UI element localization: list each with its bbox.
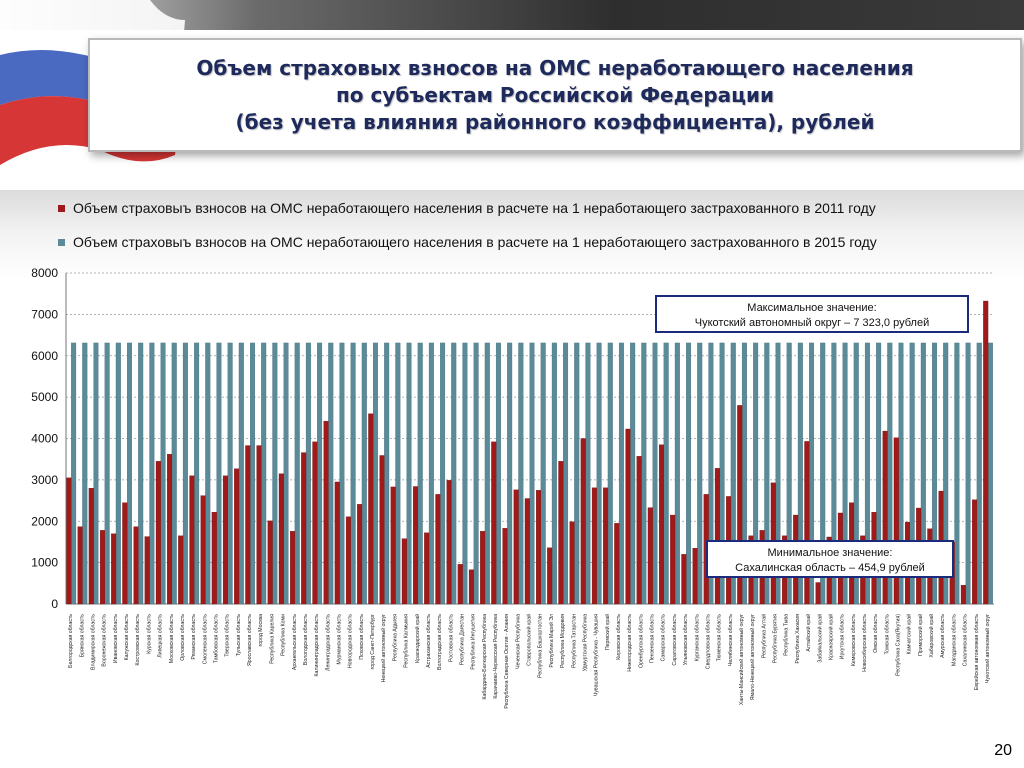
x-category-label: Белгородская область — [68, 614, 75, 668]
x-category-label: Архангельская область — [291, 614, 298, 671]
bar-2015 — [440, 343, 445, 604]
bar-2015 — [597, 343, 602, 604]
bar-2015 — [295, 343, 300, 604]
min-annotation — [706, 540, 954, 578]
bar-2015 — [328, 343, 333, 604]
bar-2011 — [78, 527, 83, 604]
x-category-label: Курская область — [146, 614, 153, 654]
x-category-label: Красноярский край — [828, 614, 835, 660]
y-tick-label: 0 — [51, 597, 58, 611]
x-category-label: Республика Дагестан — [459, 614, 466, 666]
bar-2011 — [245, 446, 250, 604]
bar-2011 — [637, 456, 642, 604]
bar-2011 — [201, 496, 206, 604]
bar-2015 — [362, 343, 367, 604]
x-category-label: Тверская область — [224, 614, 231, 657]
x-category-label: Хабаровский край — [929, 614, 936, 658]
x-category-label: Тюменская область — [716, 614, 723, 662]
x-category-label: Мурманская область — [336, 614, 343, 665]
bar-2015 — [429, 343, 434, 604]
bar-2015 — [351, 343, 356, 604]
bar-2015 — [82, 343, 87, 604]
title-line-3: (без учета влияния районного коэффициента), рублей — [235, 109, 875, 134]
bar-2011 — [816, 582, 821, 604]
x-category-label: Ямало-Ненецкий автономный округ — [750, 614, 757, 701]
bar-2015 — [686, 343, 691, 604]
x-category-label: Новгородская область — [347, 614, 354, 669]
y-tick-label: 6000 — [31, 348, 58, 363]
bar-2011 — [178, 536, 183, 604]
x-category-label: Кемеровская область — [850, 614, 857, 667]
bar-2015 — [228, 343, 233, 604]
x-category-label: Чукотский автономный округ — [984, 614, 991, 684]
bar-2015 — [239, 343, 244, 604]
bar-2015 — [161, 343, 166, 604]
bar-2011 — [257, 446, 262, 604]
x-category-label: Кировская область — [616, 614, 623, 660]
bar-2015 — [261, 343, 266, 604]
bar-2011 — [100, 530, 105, 604]
bar-2015 — [205, 343, 210, 604]
bar-2015 — [630, 343, 635, 604]
x-category-label: Московская область — [168, 614, 175, 664]
bar-2015 — [563, 343, 568, 604]
x-category-label: Томская область — [884, 614, 891, 655]
bar-2015 — [94, 343, 99, 604]
x-category-label: Тамбовская область — [213, 614, 220, 664]
bar-2011 — [67, 478, 72, 604]
bar-2015 — [116, 343, 121, 604]
bar-2011 — [335, 482, 340, 604]
bar-2011 — [436, 494, 441, 604]
x-category-label: Калужская область — [124, 614, 131, 661]
bar-2015 — [619, 343, 624, 604]
legend-label-2011: Объем страховыъ взносов на ОМС неработающего населения в расчете на 1 неработающего застрахованного в 2011 году — [73, 200, 876, 216]
bar-2011 — [961, 585, 966, 604]
bar-2015 — [150, 343, 155, 604]
x-category-label: Вологодская область — [302, 614, 309, 666]
bar-2015 — [664, 343, 669, 604]
bar-2015 — [966, 343, 971, 604]
legend-label-2015: Объем страховыъ взносов на ОМС неработающего населения в расчете на 1 неработающего застрахованного в 2015 году — [73, 234, 877, 250]
x-category-label: Рязанская область — [191, 614, 198, 660]
x-category-label: Омская область — [873, 614, 880, 653]
page-number: 20 — [994, 742, 1012, 759]
bar-2011 — [804, 441, 809, 604]
bar-2011 — [715, 468, 720, 604]
x-category-label: Республика Карелия — [269, 614, 276, 664]
bar-2011 — [324, 421, 329, 604]
bar-2015 — [217, 343, 222, 604]
bar-2011 — [290, 531, 295, 604]
x-category-label: Новосибирская область — [861, 614, 868, 672]
x-category-label: город Москва — [258, 614, 265, 647]
min-annotation-label: Минимальное значение: — [767, 547, 893, 559]
bar-2011 — [670, 515, 675, 604]
x-category-label: Иркутская область — [839, 614, 846, 660]
x-category-label: Владимирская область — [90, 614, 97, 670]
bar-2015 — [641, 343, 646, 604]
bar-2015 — [183, 343, 188, 604]
y-tick-label: 2000 — [31, 514, 58, 529]
x-category-label: Республика Северная Осетия - Алания — [504, 614, 511, 709]
bar-2011 — [614, 523, 619, 604]
bar-2015 — [977, 343, 982, 604]
bar-2015 — [395, 343, 400, 604]
x-category-label: город Санкт-Петербург — [370, 614, 377, 670]
x-category-label: Оренбургская область — [638, 614, 645, 669]
bar-2011 — [223, 476, 228, 604]
x-category-label: Сахалинская область — [962, 614, 969, 667]
bar-2011 — [413, 486, 418, 604]
bar-2015 — [586, 343, 591, 604]
bar-2011 — [402, 539, 407, 604]
bar-2015 — [138, 343, 143, 604]
bar-2011 — [570, 522, 575, 604]
bar-2011 — [424, 533, 429, 604]
max-annotation-value: Чукотский автономный округ – 7 323,0 рублей — [694, 317, 930, 329]
x-category-label: Ивановская область — [112, 614, 119, 664]
bar-2011 — [145, 537, 150, 604]
x-category-label: Волгоградская область — [437, 614, 444, 670]
bar-2011 — [559, 461, 564, 604]
x-category-label: Удмуртская Республика — [582, 614, 589, 672]
x-category-label: Ярославская область — [247, 614, 254, 667]
bar-2015 — [697, 343, 702, 604]
bar-2011 — [983, 301, 988, 604]
x-category-label: Забайкальский край — [817, 614, 824, 663]
x-category-label: Приморский край — [917, 614, 924, 656]
bar-2011 — [458, 564, 463, 604]
x-category-label: Свердловская область — [705, 614, 712, 670]
bar-2015 — [105, 343, 110, 604]
x-category-label: Алтайский край — [806, 614, 813, 652]
bar-2011 — [894, 438, 899, 604]
bar-2011 — [156, 461, 161, 604]
x-category-label: Ульяновская область — [683, 614, 690, 666]
bar-2015 — [284, 343, 289, 604]
x-category-label: Смоленская область — [202, 614, 209, 665]
bar-2015 — [574, 343, 579, 604]
bar-2011 — [581, 439, 586, 605]
x-category-label: Краснодарский край — [414, 614, 421, 663]
x-category-label: Амурская область — [940, 614, 947, 658]
bar-2015 — [384, 343, 389, 604]
x-category-label: Республика Ингушетия — [470, 614, 477, 670]
bar-2015 — [250, 343, 255, 604]
min-annotation-value: Сахалинская область – 454,9 рублей — [735, 562, 925, 574]
bar-2011 — [447, 480, 452, 604]
bar-2011 — [368, 414, 373, 604]
x-category-label: Республика Коми — [280, 614, 287, 656]
bar-2011 — [279, 474, 284, 604]
x-category-label: Кабардино-Балкарская Республика — [481, 614, 488, 700]
x-category-label: Калининградская область — [314, 614, 321, 677]
bar-2011 — [122, 503, 127, 604]
x-category-label: Республика Татарстан — [571, 614, 578, 668]
bar-2011 — [514, 490, 519, 604]
bar-2011 — [503, 528, 508, 604]
x-category-label: Республика Башкортостан — [537, 614, 544, 678]
y-tick-label: 4000 — [31, 431, 58, 446]
bar-2015 — [530, 343, 535, 604]
bar-2015 — [955, 343, 960, 604]
bar-2015 — [418, 343, 423, 604]
x-category-label: Ставропольский край — [526, 614, 533, 666]
y-tick-label: 7000 — [31, 307, 58, 322]
bar-2011 — [212, 512, 217, 604]
bar-2011 — [346, 517, 351, 604]
x-category-label: Брянская область — [79, 614, 86, 658]
bar-2011 — [480, 531, 485, 604]
bar-2015 — [518, 343, 523, 604]
bar-2015 — [675, 343, 680, 604]
bar-2011 — [391, 487, 396, 604]
x-category-label: Псковская область — [358, 614, 365, 660]
y-tick-label: 3000 — [31, 472, 58, 487]
x-category-label: Саратовская область — [671, 614, 678, 666]
bar-2011 — [491, 442, 496, 604]
bar-2011 — [536, 490, 541, 604]
bar-2015 — [71, 343, 76, 604]
bar-2011 — [693, 548, 698, 604]
bar-2015 — [194, 343, 199, 604]
bar-2011 — [357, 504, 362, 604]
bar-2011 — [681, 554, 686, 604]
bar-2011 — [626, 429, 631, 604]
bar-2011 — [525, 498, 530, 604]
bar-2011 — [883, 431, 888, 604]
bar-2015 — [407, 343, 412, 604]
bar-2015 — [653, 343, 658, 604]
bar-2011 — [134, 527, 139, 604]
bar-2015 — [474, 343, 479, 604]
max-annotation-label: Максимальное значение: — [747, 302, 877, 314]
bar-2015 — [496, 343, 501, 604]
x-category-label: Еврейская автономная область — [973, 614, 980, 691]
x-category-label: Челябинская область — [727, 614, 734, 667]
x-category-label: Республика Бурятия — [772, 614, 779, 664]
y-tick-label: 5000 — [31, 390, 58, 405]
bar-2015 — [306, 343, 311, 604]
x-category-label: Пермский край — [604, 614, 611, 651]
bar-2011 — [592, 488, 597, 604]
bar-2011 — [313, 442, 318, 604]
x-category-label: Республика Марий Эл — [548, 614, 555, 668]
x-category-label: Чувашская Республика - Чувашия — [593, 614, 600, 697]
x-category-label: Липецкая область — [157, 614, 164, 658]
bar-2015 — [273, 343, 278, 604]
bar-2015 — [541, 343, 546, 604]
bar-2015 — [317, 343, 322, 604]
x-category-label: Республика Тыва — [783, 614, 790, 656]
bar-2011 — [972, 500, 977, 604]
bar-2015 — [127, 343, 132, 604]
bar-2011 — [301, 453, 306, 604]
bar-2011 — [268, 521, 273, 604]
bar-2015 — [608, 343, 613, 604]
x-category-label: Ханты-Мансийский автономный округ — [738, 614, 745, 706]
bar-2011 — [89, 488, 94, 604]
x-category-label: Курганская область — [694, 614, 701, 662]
x-category-label: Воронежская область — [101, 614, 108, 667]
x-category-label: Самарская область — [660, 614, 667, 662]
x-category-label: Республика Хакасия — [794, 614, 801, 664]
y-tick-label: 1000 — [31, 555, 58, 570]
bar-2011 — [111, 534, 116, 604]
bar-2015 — [485, 343, 490, 604]
x-category-label: Пензенская область — [649, 614, 656, 663]
title-line-1: Объем страховых взносов на ОМС неработающего населения — [196, 55, 914, 80]
bar-2015 — [451, 343, 456, 604]
y-tick-label: 8000 — [31, 266, 58, 280]
bar-2015 — [340, 343, 345, 604]
bar-2011 — [190, 476, 195, 604]
x-category-label: Республика Алтай — [761, 614, 768, 659]
x-category-label: Чеченская Республика — [515, 614, 522, 669]
bar-2015 — [507, 343, 512, 604]
x-category-label: Магаданская область — [951, 614, 958, 667]
x-category-label: Костромская область — [135, 614, 142, 666]
x-category-label: Республика Калмыкия — [403, 614, 410, 668]
bar-2011 — [234, 469, 239, 604]
title-line-2: по субъектам Российской Федерации — [335, 82, 774, 107]
x-category-label: Нижегородская область — [627, 614, 634, 672]
bar-2011 — [648, 508, 653, 604]
bar-2011 — [659, 445, 664, 604]
x-category-label: Республика Адыгея — [392, 614, 399, 662]
bar-2015 — [552, 343, 557, 604]
x-category-label: Ленинградская область — [325, 614, 332, 671]
bar-2011 — [547, 548, 552, 604]
x-category-label: Ростовская область — [448, 614, 455, 662]
x-category-label: Республика Саха(Якутия) — [895, 614, 902, 676]
bar-2011 — [603, 488, 608, 604]
bar-2011 — [380, 455, 385, 604]
x-category-label: Орловская область — [179, 614, 186, 661]
bar-2011 — [469, 570, 474, 604]
x-category-label: Карачаево-Черкесская Республика — [493, 614, 500, 699]
x-category-label: Республика Мордовия — [560, 614, 567, 668]
x-category-label: Ненецкий автономный округ — [381, 614, 388, 683]
bar-2015 — [172, 343, 177, 604]
x-category-label: Тульская область — [235, 614, 242, 657]
bar-2015 — [988, 343, 993, 604]
bar-2015 — [373, 343, 378, 604]
max-annotation — [655, 295, 969, 333]
x-category-label: Астраханская область — [425, 614, 432, 668]
bar-2011 — [167, 454, 172, 604]
x-category-label: Камчатский край — [906, 614, 913, 655]
bar-2015 — [463, 343, 468, 604]
